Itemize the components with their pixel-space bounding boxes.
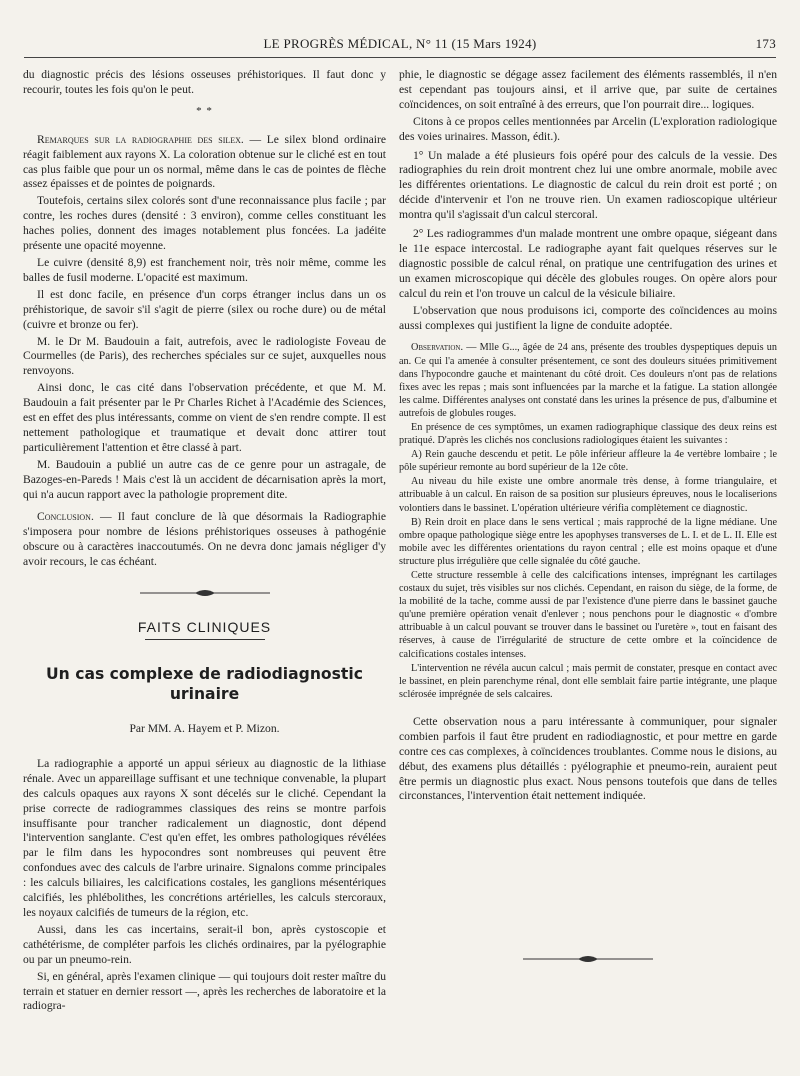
observation-paragraph bbox=[399, 341, 777, 420]
conclusion-text: — Il faut conclure de là que désormais la Radiographie s'imposera pour nombre de lésions préhistoriques osseuses à pathogénie obscure ou à caractères inaccoutumés. On ne devra donc jamais négliger d'y avoir recours, le cas échéant. bbox=[23, 510, 386, 569]
conclusion-label: Conclusion. bbox=[37, 510, 94, 524]
remarques-paragraph bbox=[23, 133, 386, 193]
paragraph: Ainsi donc, le cas cité dans l'observation précédente, et que M. M. Baudouin a fait présenter par le Pr Charles Richet à l'Académie des Sciences, est en effet des plus intéressants, comme on vient de s'en rendre compte. Il est nettement pathologique et traumatique et devait donc attirer tout particulièrement l'attention et être classé à part. bbox=[23, 381, 386, 454]
ornament-divider bbox=[399, 954, 777, 964]
intro-paragraph: du diagnostic précis des lésions osseuses préhistoriques. Il faut donc y recourir, toutes les fois qu'on le peut. bbox=[23, 68, 386, 96]
journal-title: LE PROGRÈS MÉDICAL, N° 11 (15 Mars 1924) bbox=[263, 36, 537, 51]
page-number: 173 bbox=[755, 36, 776, 51]
paragraph: 2° Les radiogrammes d'un malade montrent une ombre opaque, siégeant dans le 11e espace intercostal. Le radiographe ayant fait quelques réserves sur le diagnostic possible de calcul rénal, on pratique une centrifugation des urines et un examen microscopique qui décèle des globules rouges. On opère alors pour calcul du rein et l'on trouve un calcul de la vésicule biliaire. bbox=[399, 227, 777, 300]
section-underline bbox=[145, 639, 265, 640]
remarques-text: — Le silex blond ordinaire réagit faiblement aux rayons X. La coloration obtenue sur le cliché est en tout cas plus faible que pour un os normal, même dans le cas de pointes de flèche assez épaisses et de pointes de poignards. bbox=[23, 132, 386, 191]
paragraph: L'intervention ne révéla aucun calcul ; mais permit de constater, presque en contact avec le bassinet, en plein parenchyme rénal, dont elle semblait faire partie intégrante, une plaque sclérosée imprégnée de sels calcaires. bbox=[399, 662, 777, 700]
paragraph: Il est donc facile, en présence d'un corps étranger inclus dans un os préhistorique, de savoir s'il s'agit de pierre (silex ou roche dure) ou de métal (cuivre et bronze ou fer). bbox=[23, 287, 386, 331]
left-column bbox=[23, 68, 386, 1016]
section-stars: * * bbox=[196, 104, 213, 117]
paragraph: 1° Un malade a été plusieurs fois opéré pour des calculs de la vessie. Des radiographies du rein droit montrent chez lui une ombre anormale, mobile avec les différentes orientations. Le diagnostic de calcul du rein droit est porté ; on décide d'intervenir et l'on ne trouve rien. Un examen radioscopique ultérieur montra qu'il s'agissait d'un calcul stercoral. bbox=[399, 148, 777, 222]
paragraph: B) Rein droit en place dans le sens vertical ; mais rapproché de la ligne médiane. Une ombre opaque pathologique siège entre les apophyses transverses de L. I. et de L. II. Elle est mobile avec les différentes orientations du rayon central ; elle est moins opaque et d'une structure plus irrégulière que celle signalée du côté gauche. bbox=[399, 516, 777, 567]
remarques-label: Remarques sur la radiographie des silex. bbox=[37, 132, 244, 146]
paragraph: Si, en général, après l'examen clinique — qui toujours doit rester maître du terrain et statuer en dernier ressort —, après les recherches de laboratoire et la radiogra- bbox=[23, 969, 386, 1013]
ornament-divider bbox=[23, 588, 386, 598]
article-title: Un cas complexe de radiodiagnostic urinaire bbox=[46, 665, 363, 703]
paragraph: Aussi, dans les cas incertains, serait-il bon, après cystoscopie et cathétérisme, de compléter parfois les clichés ordinaires, par la pyélographie ou par un pneumo-rein. bbox=[23, 922, 386, 966]
paragraph: Toutefois, certains silex colorés sont d'une reconnaissance plus facile ; par contre, les roches dures (densité : 3 environ), comme celles constituant les haches polies, donnent des images notablement plus foncées. La jadéite présente une opacité moyenne. bbox=[23, 194, 386, 253]
right-column bbox=[399, 68, 777, 986]
paragraph: M. le Dr M. Baudouin a fait, autrefois, avec le radiologiste Foveau de Courmelles (de Paris), des recherches spéciales sur ce sujet, auxquelles nous renvoyons. bbox=[23, 334, 386, 378]
paragraph: A) Rein gauche descendu et petit. Le pôle inférieur affleure la 4e vertèbre lombaire ; le pôle supérieur remonte au bord supérieur de la 12e côte. bbox=[399, 449, 777, 474]
paragraph: Au niveau du hile existe une ombre anormale très dense, à forme triangulaire, et attribuable à un calcul. En raison de sa position sur plusieurs épreuves, nous le localiserions volontiers dans le bassinet. L'opération ultérieure vérifia complètement ce diagnostic. bbox=[399, 476, 777, 514]
running-header bbox=[24, 36, 776, 54]
observation-text: — Mlle G..., âgée de 24 ans, présente des troubles dyspeptiques depuis un an. Ce qui l'a amenée à consulter présentement, ce sont des douleurs situées primitivement dans l'hypocondre gauche et maintenant du côté droit. Ces douleurs n'ont pas de relations fixes avec les repas ; mais sont influencées par la marche et la fatigue. La station allongée les calme. Différentes analyses ont constaté dans les urines la présence de pus, d'albumine et autrefois de globules rouges. bbox=[399, 342, 777, 419]
observation-label: Observation. bbox=[411, 342, 463, 354]
paragraph: M. Baudouin a publié un autre cas de ce genre pour un astragale, de Bazoges-en-Pareds ! Mais c'est là un accident de décarnisation après la mort, qui n'a aucun rapport avec la pathologie proprement dite. bbox=[23, 457, 386, 501]
paragraph: Citons à ce propos celles mentionnées par Arcelin (L'exploration radiologique des voies urinaires. Masson, édit.). bbox=[399, 114, 777, 143]
paragraph: Le cuivre (densité 8,9) est franchement noir, très noir même, comme les balles de fusil moderne. L'opacité est maximum. bbox=[23, 255, 386, 284]
paragraph: L'observation que nous produisons ici, comporte des coïncidences au moins aussi complexes qui justifient la ligne de conduite adoptée. bbox=[399, 303, 777, 332]
section-title: FAITS CLINIQUES bbox=[137, 619, 272, 636]
paragraph: Cette observation nous a paru intéressante à communiquer, pour signaler combien parfois il faut être prudent en radiodiagnostic, et pour mettre en garde contre ces cas complexes, à coïncidences troublantes. Comme nous le disions, au début, des examens plus détaillés : pyélographie et pneumo-rein, auraient peut être permis un diagnostic plus exact. Nous pensons toutefois que dans de telles circonstances, l'intervention était nettement indiquée. bbox=[399, 714, 777, 803]
observation-block bbox=[399, 341, 777, 701]
paragraph: La radiographie a apporté un appui sérieux au diagnostic de la lithiase rénale. Avec un appareillage suffisant et une technique convenable, la plupart des calculs opaques aux rayons X sont décelés sur le cliché. Cependant la prise correcte de radiogrammes classiques des reins se montre parfois insuffisante pour trancher radicalement un diagnostic, dont dépend l'intervention sanglante. C'est qu'en effet, les ombres pathologiques révélées par le film dans les hypocondres sont nombreuses qui peuvent être confondues avec des calculs de l'arbre urinaire. Signalons comme principales : les calculs biliaires, les calcifications costales, les ganglions mésentériques calcifiés, les phlébolithes, les concrétions artérielles, les calculs stercoraux, les noyaux calcifiés de tumeurs de la région, etc. bbox=[23, 756, 386, 919]
paragraph: Cette structure ressemble à celle des calcifications intenses, imprégnant les cartilages costaux du sujet, très visibles sur nos clichés. Cependant, en raison du siège, de la forme, de la mobilité de la tache, comme aussi de par l'existence d'une pierre dans le bassinet gauche qu'une première opération venait d'enlever ; nous penchons pour le diagnostic « d'ombre attribuable à un calcul pouvant se trouver dans le bassinet ou l'uretère », tout en faisant des réserves, à cause de l'irrégularité de structure de cette ombre et la coïncidence de calcifications costales intenses. bbox=[399, 570, 777, 660]
paragraph: phie, le diagnostic se dégage assez facilement des éléments rassemblés, il n'en est cependant pas toujours ainsi, et il arrive que, par suite de certaines coïncidences, on soit entraîné à des erreurs, que l'on pourrait dire... logiques. bbox=[399, 68, 777, 111]
article-authors: Par MM. A. Hayem et P. Mizon. bbox=[129, 722, 280, 735]
paragraph: En présence de ces symptômes, un examen radiographique classique des deux reins est pratiqué. D'après les clichés nos conclusions radiologiques étaient les suivantes : bbox=[399, 421, 777, 447]
header-rule bbox=[24, 57, 776, 58]
conclusion-paragraph bbox=[23, 510, 386, 570]
